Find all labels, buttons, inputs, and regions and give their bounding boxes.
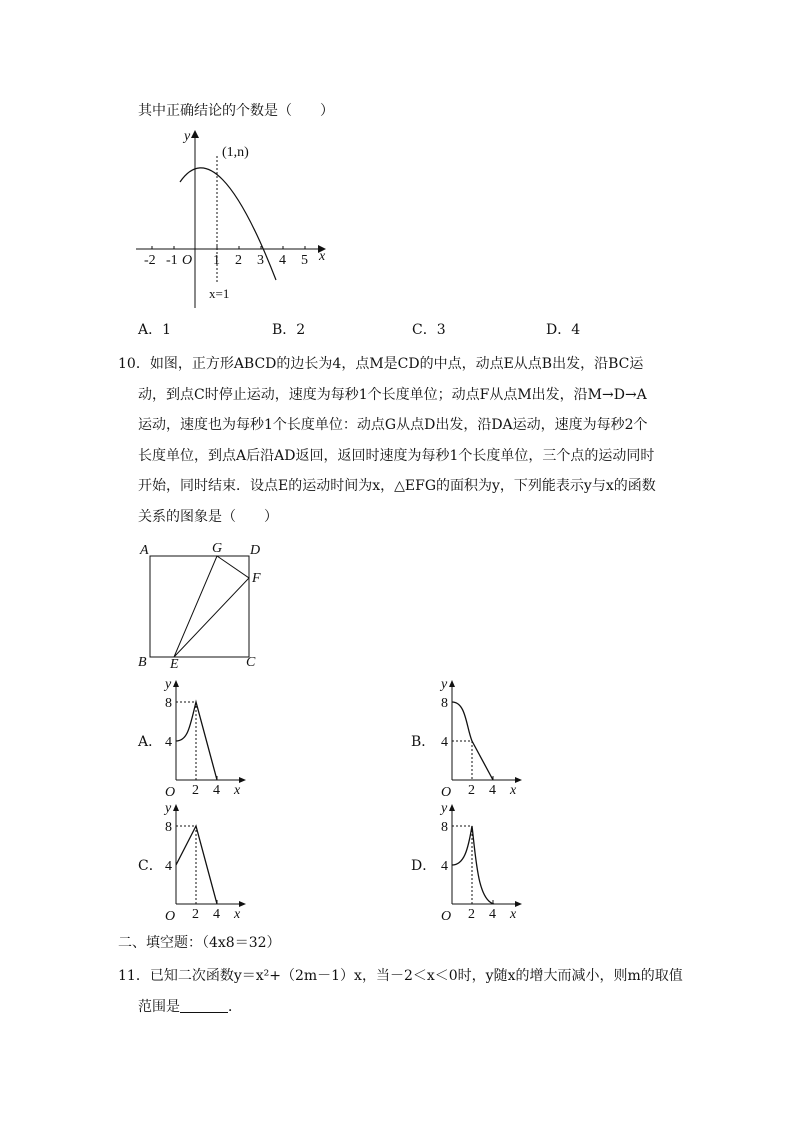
curve xyxy=(452,826,494,904)
tick-label: 2 xyxy=(235,253,242,268)
q9-option-a: A．1 xyxy=(138,322,172,338)
q9-option-c: C．3 xyxy=(412,322,446,338)
symmetry-axis-label: x=1 xyxy=(209,286,230,301)
origin-label: O xyxy=(165,785,176,800)
tick-8: 8 xyxy=(165,696,172,711)
label-g: G xyxy=(212,541,223,556)
triangle-efg xyxy=(174,556,249,657)
tick-2: 2 xyxy=(468,907,475,922)
tick-2: 2 xyxy=(192,907,199,922)
y-label: y xyxy=(184,129,191,144)
tick-4: 4 xyxy=(213,783,220,798)
q10-option-b-graph xyxy=(436,676,536,801)
label-d: D xyxy=(250,543,261,558)
tick-4: 4 xyxy=(165,859,172,874)
tick-label: 4 xyxy=(279,253,286,268)
tick-label: 3 xyxy=(257,253,264,268)
y-label: y xyxy=(441,801,448,816)
section-title: 二、填空题：（4x8＝32） xyxy=(118,935,281,951)
q10-line-6: 关系的图象是（ ） xyxy=(138,508,278,525)
square-abcd xyxy=(150,556,249,657)
q10-option-a-graph xyxy=(160,676,260,801)
x-label: x xyxy=(319,249,326,264)
x-label: x xyxy=(234,783,241,798)
x-label: x xyxy=(510,907,517,922)
tick-4: 4 xyxy=(441,859,448,874)
label-c: C xyxy=(246,655,256,670)
label-a: A xyxy=(140,543,149,558)
q10-line-3: 运动，速度也为每秒1个长度单位：动点G从点D出发，沿DA运动，速度为每秒2个 xyxy=(138,417,648,433)
tick-4: 4 xyxy=(489,783,496,798)
tick-8: 8 xyxy=(441,820,448,835)
label-b: B xyxy=(138,655,147,670)
curve xyxy=(452,702,493,780)
y-label: y xyxy=(165,801,172,816)
tick-label: 5 xyxy=(301,253,308,268)
q10-line-5: 开始，同时结束．设点E的运动时间为x，△EFG的面积为y，下列能表示y与x的函数 xyxy=(138,478,656,494)
x-tick-labels xyxy=(144,253,308,268)
tick-label: -1 xyxy=(166,253,178,268)
y-label: y xyxy=(165,677,172,692)
origin-label: O xyxy=(165,909,176,924)
y-axis-arrow xyxy=(191,130,199,138)
q10-option-b-letter: B． xyxy=(411,734,436,750)
tick-4: 4 xyxy=(489,907,496,922)
q10-line-2: 动，到点C时停止运动，速度为每秒1个长度单位；动点F从点M出发，沿M→D→A xyxy=(138,386,647,403)
curve xyxy=(176,826,217,904)
q11-line-1: 11．已知二次函数y＝x²+（2m－1）x，当－2＜x＜0时，y随x的增大而减小，则m的取值 xyxy=(118,968,683,984)
q11-prefix: 范围是 xyxy=(138,999,180,1015)
tick-label: 1 xyxy=(213,253,220,268)
tick-label: -2 xyxy=(144,253,156,268)
label-f: F xyxy=(252,571,261,586)
q10-option-c-letter: C． xyxy=(138,858,163,874)
q9-option-d: D．4 xyxy=(546,322,581,338)
tick-4: 4 xyxy=(441,735,448,750)
origin-label: O xyxy=(441,785,452,800)
q10-line-1: 10．如图，正方形ABCD的边长为4，点M是CD的中点，动点E从点B出发，沿BC运 xyxy=(118,356,644,372)
q11-suffix: ． xyxy=(228,999,242,1015)
q9-option-b: B．2 xyxy=(272,322,306,338)
tick-8: 8 xyxy=(441,696,448,711)
x-label: x xyxy=(234,907,241,922)
q10-square-figure xyxy=(138,540,268,670)
y-label: y xyxy=(441,677,448,692)
x-label: x xyxy=(510,783,517,798)
q10-option-a-letter: A． xyxy=(138,734,163,750)
vertex-label: (1,n) xyxy=(222,145,249,160)
curve xyxy=(176,702,217,780)
tick-8: 8 xyxy=(165,820,172,835)
q11-line-2 xyxy=(138,997,242,1017)
q10-line-4: 长度单位，到点A后沿AD返回，返回时速度为每秒1个长度单位，三个点的运动同时 xyxy=(138,447,655,464)
origin-label: O xyxy=(182,253,193,268)
answer-blank[interactable] xyxy=(180,998,228,1013)
tick-4: 4 xyxy=(165,735,172,750)
origin-label: O xyxy=(441,909,452,924)
q10-option-d-graph xyxy=(436,800,536,925)
q10-option-c-graph xyxy=(160,800,260,925)
q9-stem: 其中正确结论的个数是（ ） xyxy=(138,103,334,119)
q10-option-d-letter: D． xyxy=(411,858,437,874)
tick-4: 4 xyxy=(213,907,220,922)
q10-stem xyxy=(118,349,683,532)
tick-2: 2 xyxy=(192,783,199,798)
label-e: E xyxy=(170,657,179,672)
tick-2: 2 xyxy=(468,783,475,798)
q9-parabola-graph xyxy=(136,128,336,308)
